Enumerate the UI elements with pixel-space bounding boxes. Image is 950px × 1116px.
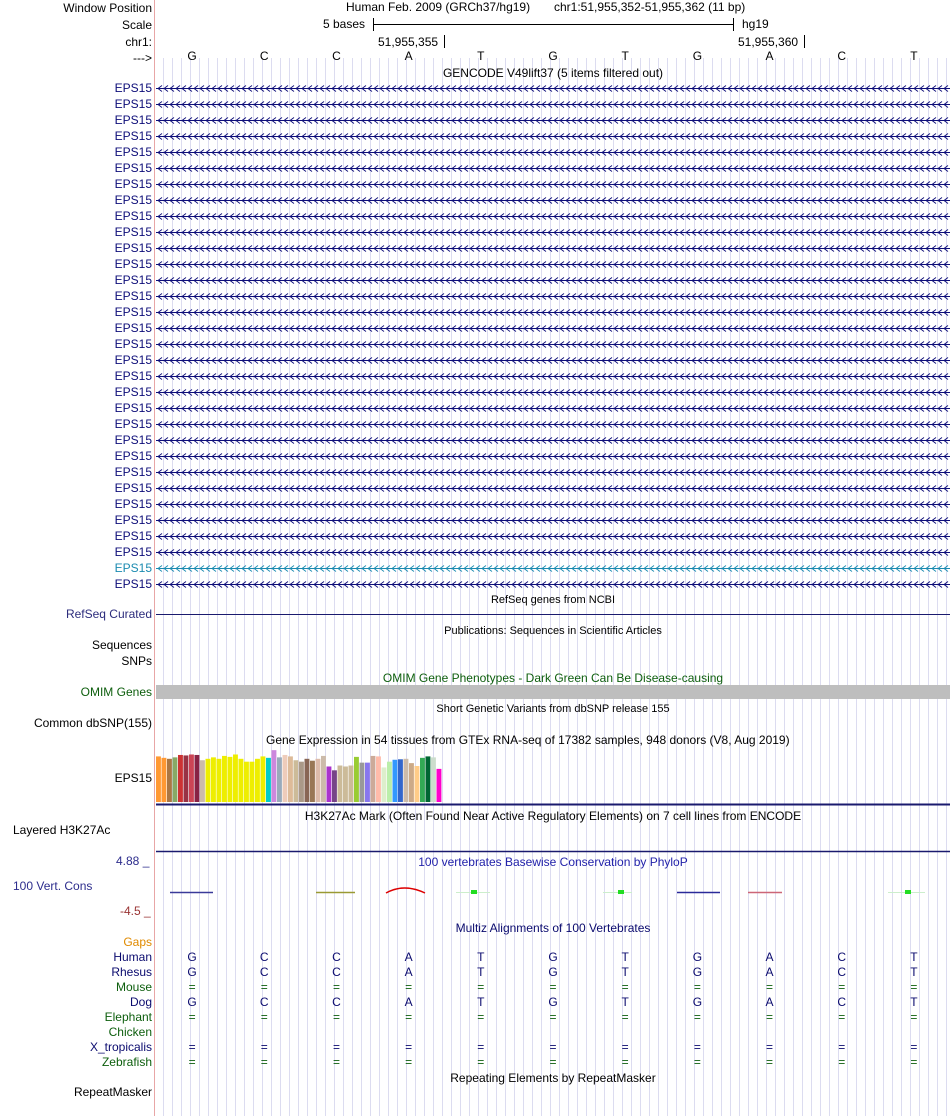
- gtex-tissue-bar: [217, 759, 222, 802]
- gtex-tissue-bar: [382, 767, 387, 802]
- multiz-species-label[interactable]: X_tropicalis: [89, 1040, 152, 1054]
- dbsnp-track-title[interactable]: Short Genetic Variants from dbSNP release 155: [436, 703, 670, 715]
- multiz-species-label[interactable]: Zebrafish: [101, 1055, 152, 1069]
- multiz-gaps-label: Gaps: [123, 935, 152, 949]
- sequence-base: A: [765, 49, 774, 63]
- assembly-text: Human Feb. 2009 (GRCh37/hg19): [346, 0, 531, 14]
- h3k27ac-track-label[interactable]: Layered H3K27Ac: [13, 823, 111, 837]
- gtex-tissue-bar: [437, 769, 442, 802]
- multiz-base: =: [693, 1040, 701, 1054]
- gencode-gene-label[interactable]: EPS15: [114, 433, 152, 447]
- position-text: chr1:51,955,352-51,955,362 (11 bp): [554, 0, 746, 14]
- gencode-gene-label[interactable]: EPS15: [114, 465, 152, 479]
- multiz-base: C: [259, 965, 269, 979]
- gencode-gene-label[interactable]: EPS15: [114, 81, 152, 95]
- multiz-base: =: [188, 1055, 196, 1069]
- window-position-label: Window Position: [63, 1, 152, 15]
- gtex-tissue-bar: [239, 759, 244, 802]
- sequence-base: T: [477, 49, 485, 63]
- multiz-base: G: [548, 965, 558, 979]
- sequence-base: C: [332, 49, 341, 63]
- gtex-tissue-bar: [200, 760, 205, 802]
- multiz-base: =: [405, 1010, 413, 1024]
- gencode-gene-label[interactable]: EPS15: [114, 353, 152, 367]
- multiz-base: T: [621, 995, 629, 1009]
- multiz-base: T: [477, 950, 485, 964]
- multiz-species-label[interactable]: Elephant: [104, 1010, 152, 1024]
- multiz-base: =: [405, 980, 413, 994]
- gencode-gene-label[interactable]: EPS15: [114, 129, 152, 143]
- gtex-tissue-bar: [321, 756, 326, 802]
- multiz-base: =: [332, 1010, 340, 1024]
- gencode-gene-label[interactable]: EPS15: [114, 97, 152, 111]
- gencode-gene-label[interactable]: EPS15: [114, 321, 152, 335]
- multiz-base: A: [404, 995, 413, 1009]
- multiz-base: T: [910, 965, 918, 979]
- gencode-gene-label[interactable]: EPS15: [114, 449, 152, 463]
- gencode-track-title[interactable]: GENCODE V49lift37 (5 items filtered out): [442, 66, 664, 80]
- gtex-tissue-bar: [415, 766, 420, 802]
- multiz-base: C: [332, 965, 341, 979]
- refseq-track-title[interactable]: RefSeq genes from NCBI: [490, 594, 616, 606]
- multiz-base: =: [910, 980, 918, 994]
- sequence-base: G: [548, 49, 558, 63]
- gtex-tissue-bar: [195, 755, 200, 802]
- gencode-gene-label[interactable]: EPS15: [114, 385, 152, 399]
- multiz-base: =: [260, 1055, 268, 1069]
- gtex-tissue-bar: [206, 759, 211, 802]
- multiz-species-label[interactable]: Dog: [129, 995, 152, 1009]
- gencode-gene-label[interactable]: EPS15: [114, 113, 152, 127]
- gtex-tissue-bar: [184, 755, 189, 802]
- publications-track-title[interactable]: Publications: Sequences in Scientific Articles: [444, 625, 662, 637]
- gtex-tissue-bar: [371, 756, 376, 802]
- gtex-tissue-bar: [294, 760, 299, 802]
- gencode-gene-label[interactable]: EPS15: [114, 305, 152, 319]
- multiz-species-label[interactable]: Human: [113, 950, 152, 964]
- multiz-base: G: [187, 965, 197, 979]
- gtex-tissue-bar: [349, 766, 354, 802]
- multiz-species-label[interactable]: Rhesus: [111, 965, 152, 979]
- multiz-base: =: [549, 1010, 557, 1024]
- multiz-base: G: [692, 950, 703, 964]
- multiz-base: T: [910, 950, 918, 964]
- gtex-tissue-bar: [305, 759, 310, 802]
- gtex-tissue-bar: [228, 757, 233, 802]
- sequence-base: C: [837, 49, 847, 63]
- multiz-base: C: [837, 950, 847, 964]
- multiz-base: =: [260, 1040, 268, 1054]
- multiz-base: A: [404, 950, 413, 964]
- multiz-base: =: [332, 980, 340, 994]
- gtex-tissue-bar: [310, 761, 315, 802]
- gtex-tissue-bar: [244, 762, 249, 802]
- multiz-base: =: [477, 1010, 485, 1024]
- gencode-gene-label[interactable]: EPS15: [114, 497, 152, 511]
- refseq-track-label[interactable]: RefSeq Curated: [65, 607, 152, 621]
- scale-text: 5 bases: [323, 17, 366, 31]
- multiz-species-label[interactable]: Chicken: [108, 1025, 152, 1039]
- h3k27ac-track-title[interactable]: H3K27Ac Mark (Often Found Near Active Regulatory Elements) on 7 cell lines from ENCODE: [304, 809, 802, 823]
- multiz-base: G: [692, 965, 703, 979]
- multiz-base: A: [765, 950, 774, 964]
- scale-label: Scale: [121, 18, 152, 32]
- gtex-tissue-bar: [189, 754, 194, 802]
- multiz-base: =: [549, 1055, 557, 1069]
- multiz-base: T: [621, 950, 629, 964]
- gtex-tissue-bar: [387, 762, 392, 802]
- multiz-base: =: [405, 1055, 413, 1069]
- multiz-base: =: [693, 980, 701, 994]
- omim-gene-bar: [156, 685, 950, 699]
- gencode-gene-label[interactable]: EPS15: [114, 225, 152, 239]
- phylop-conserved-mark: [618, 890, 624, 894]
- sequence-base: G: [187, 49, 197, 63]
- repeatmasker-track-label[interactable]: RepeatMasker: [73, 1085, 152, 1099]
- gtex-tissue-bar: [365, 763, 370, 802]
- sequence-base: G: [692, 49, 703, 63]
- gtex-tissue-bar: [299, 762, 304, 802]
- gencode-gene-label[interactable]: EPS15: [114, 513, 152, 527]
- gtex-tissue-bar: [288, 756, 293, 802]
- multiz-base: =: [188, 980, 196, 994]
- multiz-base: =: [477, 980, 485, 994]
- multiz-base: =: [766, 980, 774, 994]
- phylop-min-label: -4.5 _: [120, 904, 151, 918]
- publications-snps-label[interactable]: SNPs: [121, 654, 152, 668]
- gtex-track-label[interactable]: EPS15: [114, 771, 152, 785]
- gencode-gene-label[interactable]: EPS15: [114, 177, 152, 191]
- gtex-tissue-bar: [343, 766, 348, 802]
- multiz-base: T: [621, 965, 629, 979]
- gtex-tissue-bar: [409, 763, 414, 802]
- multiz-base: C: [259, 950, 269, 964]
- multiz-base: =: [332, 1055, 340, 1069]
- multiz-base: C: [332, 995, 341, 1009]
- gtex-tissue-bar: [338, 766, 343, 802]
- gtex-tissue-bar: [255, 759, 260, 802]
- omim-track-title[interactable]: OMIM Gene Phenotypes - Dark Green Can Be Disease-causing: [382, 671, 724, 685]
- gtex-tissue-bar: [156, 756, 161, 802]
- multiz-base: T: [910, 995, 918, 1009]
- coordinate-label-1: 51,955,355: [378, 35, 439, 49]
- multiz-base: =: [766, 1010, 774, 1024]
- gencode-gene-label[interactable]: EPS15: [114, 545, 152, 559]
- multiz-base: A: [404, 965, 413, 979]
- gencode-gene-label[interactable]: EPS15: [114, 577, 152, 591]
- gencode-gene-label[interactable]: EPS15: [114, 401, 152, 415]
- gtex-tissue-bar: [261, 756, 266, 802]
- chrom-label: chr1:: [125, 35, 152, 49]
- multiz-base: =: [188, 1010, 196, 1024]
- omim-track-label[interactable]: OMIM Genes: [80, 685, 152, 699]
- multiz-base: G: [187, 950, 197, 964]
- multiz-base: G: [548, 950, 558, 964]
- gtex-tissue-bar: [222, 756, 227, 802]
- multiz-base: =: [766, 1055, 774, 1069]
- gtex-tissue-bar: [162, 758, 167, 802]
- gtex-tissue-bar: [167, 759, 172, 802]
- gencode-gene-label[interactable]: EPS15: [114, 161, 152, 175]
- gtex-tissue-bar: [393, 760, 398, 802]
- sequence-base: T: [621, 49, 629, 63]
- multiz-base: =: [766, 1040, 774, 1054]
- multiz-base: G: [187, 995, 197, 1009]
- sequence-base: C: [259, 49, 269, 63]
- multiz-base: =: [621, 1040, 629, 1054]
- multiz-base: =: [910, 1040, 918, 1054]
- multiz-base: =: [477, 1055, 485, 1069]
- multiz-base: =: [693, 1010, 701, 1024]
- gtex-tissue-bar: [404, 759, 409, 802]
- multiz-base: =: [405, 1040, 413, 1054]
- multiz-base: =: [838, 1040, 846, 1054]
- gtex-tissue-bar: [420, 758, 425, 802]
- gtex-tissue-bar: [250, 762, 255, 802]
- gtex-tissue-bar: [277, 757, 282, 802]
- gencode-gene-label[interactable]: EPS15: [114, 369, 152, 383]
- gencode-gene-label[interactable]: EPS15: [114, 481, 152, 495]
- multiz-base: =: [260, 1010, 268, 1024]
- multiz-base: =: [910, 1010, 918, 1024]
- multiz-base: =: [549, 1040, 557, 1054]
- phylop-max-label: 4.88 _: [116, 854, 150, 868]
- gencode-gene-label[interactable]: EPS15: [114, 273, 152, 287]
- multiz-base: =: [477, 1040, 485, 1054]
- multiz-base: =: [621, 1010, 629, 1024]
- multiz-base: A: [765, 965, 774, 979]
- repeatmasker-track-title[interactable]: Repeating Elements by RepeatMasker: [450, 1071, 656, 1085]
- gtex-tissue-bar: [431, 757, 436, 802]
- gtex-tissue-bar: [283, 755, 288, 802]
- gencode-gene-label[interactable]: EPS15: [114, 529, 152, 543]
- multiz-base: C: [837, 965, 847, 979]
- phylop-track-title[interactable]: 100 vertebrates Basewise Conservation by PhyloP: [418, 855, 688, 869]
- gencode-gene-label[interactable]: EPS15: [114, 561, 152, 575]
- multiz-base: =: [332, 1040, 340, 1054]
- gencode-gene-label[interactable]: EPS15: [114, 193, 152, 207]
- gtex-tissue-bar: [332, 770, 337, 802]
- multiz-base: G: [692, 995, 703, 1009]
- label-separator: [154, 0, 155, 1116]
- multiz-base: =: [621, 980, 629, 994]
- multiz-base: A: [765, 995, 774, 1009]
- multiz-base: C: [259, 995, 269, 1009]
- multiz-base: T: [477, 965, 485, 979]
- gtex-tissue-bar: [316, 759, 321, 802]
- gencode-gene-label[interactable]: EPS15: [114, 257, 152, 271]
- publications-sequences-label[interactable]: Sequences: [91, 638, 152, 652]
- gencode-gene-label[interactable]: EPS15: [114, 337, 152, 351]
- multiz-base: =: [693, 1055, 701, 1069]
- multiz-base: T: [477, 995, 485, 1009]
- multiz-base: =: [188, 1040, 196, 1054]
- multiz-base: =: [838, 1010, 846, 1024]
- phylop-conserved-mark: [905, 890, 911, 894]
- multiz-base: =: [838, 980, 846, 994]
- gtex-tissue-bar: [327, 766, 332, 802]
- gtex-tissue-bar: [376, 756, 381, 802]
- multiz-base: =: [260, 980, 268, 994]
- multiz-base: =: [621, 1055, 629, 1069]
- multiz-base: =: [910, 1055, 918, 1069]
- coordinate-label-2: 51,955,360: [738, 35, 799, 49]
- gencode-gene-label[interactable]: EPS15: [114, 241, 152, 255]
- dbsnp-track-label[interactable]: Common dbSNP(155): [33, 716, 152, 730]
- sequence-base: A: [404, 49, 413, 63]
- gencode-gene-label[interactable]: EPS15: [114, 209, 152, 223]
- gencode-gene-label[interactable]: EPS15: [114, 145, 152, 159]
- gtex-tissue-bar: [233, 754, 238, 802]
- gtex-tissue-bar: [211, 757, 216, 802]
- gtex-track-title[interactable]: Gene Expression in 54 tissues from GTEx RNA-seq of 17382 samples, 948 donors (V8, Aug 2019): [266, 733, 790, 747]
- phylop-conserved-mark: [471, 890, 477, 894]
- gtex-tissue-bar: [354, 757, 359, 802]
- gencode-gene-label[interactable]: EPS15: [114, 289, 152, 303]
- gtex-tissue-bar: [398, 759, 403, 802]
- strand-label: --->: [133, 51, 152, 65]
- multiz-base: C: [332, 950, 341, 964]
- multiz-base: C: [837, 995, 847, 1009]
- gtex-tissue-bar: [360, 763, 365, 802]
- sequence-base: T: [910, 49, 918, 63]
- phylop-signal-peak: [386, 888, 425, 893]
- gtex-tissue-bar: [426, 756, 431, 802]
- multiz-base: =: [549, 980, 557, 994]
- gtex-tissue-bar: [178, 755, 183, 802]
- gtex-tissue-bar: [272, 750, 277, 802]
- multiz-track-title[interactable]: Multiz Alignments of 100 Vertebrates: [455, 921, 651, 935]
- gencode-gene-label[interactable]: EPS15: [114, 417, 152, 431]
- multiz-species-label[interactable]: Mouse: [115, 980, 152, 994]
- gtex-tissue-bar: [173, 757, 178, 802]
- gtex-tissue-bar: [266, 758, 271, 802]
- multiz-base: G: [548, 995, 558, 1009]
- phylop-track-label[interactable]: 100 Vert. Cons: [13, 879, 93, 893]
- multiz-base: =: [838, 1055, 846, 1069]
- db-text: hg19: [742, 17, 769, 31]
